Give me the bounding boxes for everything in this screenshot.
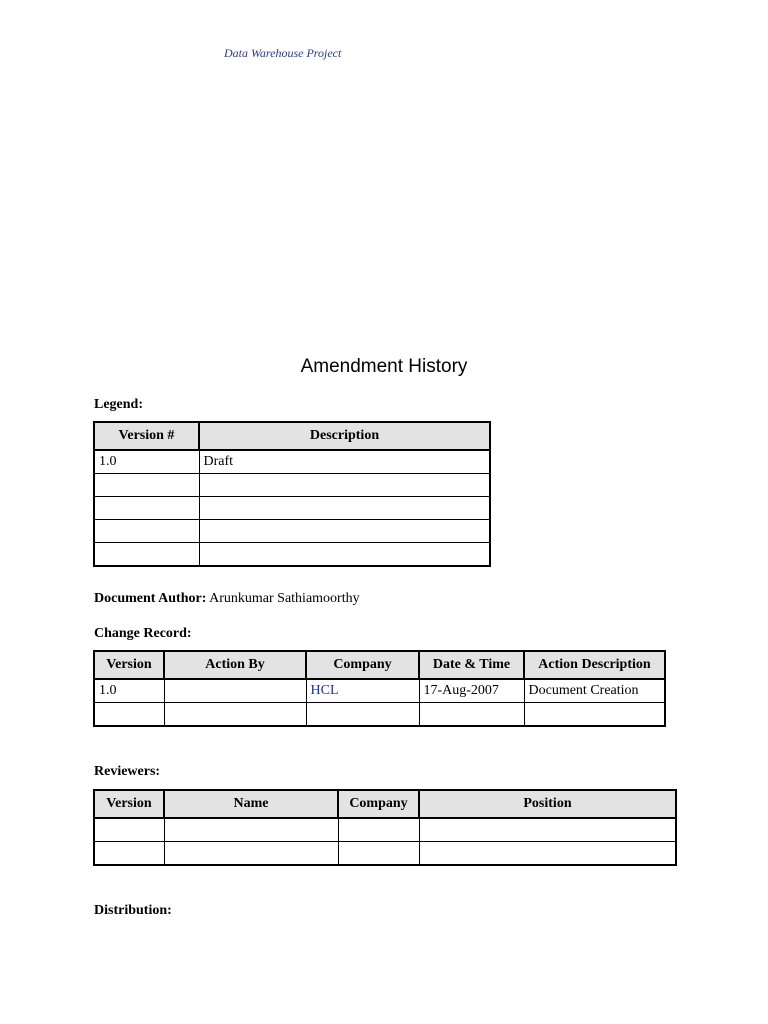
legend-cell-description — [199, 520, 490, 543]
legend-cell-version: 1.0 — [94, 450, 199, 474]
reviewers-cell-name — [164, 818, 338, 842]
change-col-company: Company — [306, 651, 419, 679]
reviewers-col-company: Company — [338, 790, 419, 818]
document-author — [94, 591, 360, 607]
legend-cell-version — [94, 497, 199, 520]
table-row — [94, 497, 490, 520]
change-cell-action-description — [524, 703, 665, 727]
change-header-row — [94, 651, 665, 679]
legend-cell-version — [94, 543, 199, 567]
reviewers-cell-company — [338, 818, 419, 842]
change-col-date-time: Date & Time — [419, 651, 524, 679]
reviewers-cell-name — [164, 842, 338, 866]
change-cell-company: HCL — [306, 679, 419, 703]
legend-table — [93, 421, 491, 567]
reviewers-col-name: Name — [164, 790, 338, 818]
legend-label: Legend: — [94, 397, 143, 412]
table-row — [94, 679, 665, 703]
legend-cell-description — [199, 497, 490, 520]
reviewers-table — [93, 789, 677, 866]
change-cell-version: 1.0 — [94, 679, 164, 703]
legend-cell-version — [94, 520, 199, 543]
change-cell-action-description: Document Creation — [524, 679, 665, 703]
change-record-table — [93, 650, 666, 727]
change-col-action-by: Action By — [164, 651, 306, 679]
reviewers-header-row — [94, 790, 676, 818]
document-author-label: Document Author: — [94, 591, 207, 606]
reviewers-col-version: Version — [94, 790, 164, 818]
change-col-action-description: Action Description — [524, 651, 665, 679]
table-row — [94, 450, 490, 474]
change-cell-date-time — [419, 703, 524, 727]
change-cell-action-by — [164, 703, 306, 727]
table-row — [94, 842, 676, 866]
page-title: Amendment History — [300, 356, 468, 377]
change-cell-action-by — [164, 679, 306, 703]
reviewers-col-position: Position — [419, 790, 676, 818]
change-col-version: Version — [94, 651, 164, 679]
reviewers-cell-company — [338, 842, 419, 866]
legend-header-row — [94, 422, 490, 450]
change-record-label: Change Record: — [94, 626, 192, 641]
table-row — [94, 703, 665, 727]
change-cell-date-time: 17-Aug-2007 — [419, 679, 524, 703]
change-cell-company — [306, 703, 419, 727]
legend-cell-description — [199, 543, 490, 567]
reviewers-cell-position — [419, 842, 676, 866]
legend-col-description: Description — [199, 422, 490, 450]
reviewers-cell-version — [94, 842, 164, 866]
reviewers-label: Reviewers: — [94, 764, 161, 779]
table-row — [94, 543, 490, 567]
table-row — [94, 818, 676, 842]
legend-cell-description: Draft — [199, 450, 490, 474]
table-row — [94, 520, 490, 543]
legend-cell-description — [199, 474, 490, 497]
legend-cell-version — [94, 474, 199, 497]
distribution-label: Distribution: — [94, 903, 172, 918]
header-project-title: Data Warehouse Project — [224, 46, 342, 60]
document-author-value: Arunkumar Sathiamoorthy — [209, 591, 360, 606]
legend-col-version: Version # — [94, 422, 199, 450]
reviewers-cell-position — [419, 818, 676, 842]
reviewers-cell-version — [94, 818, 164, 842]
change-cell-version — [94, 703, 164, 727]
table-row — [94, 474, 490, 497]
